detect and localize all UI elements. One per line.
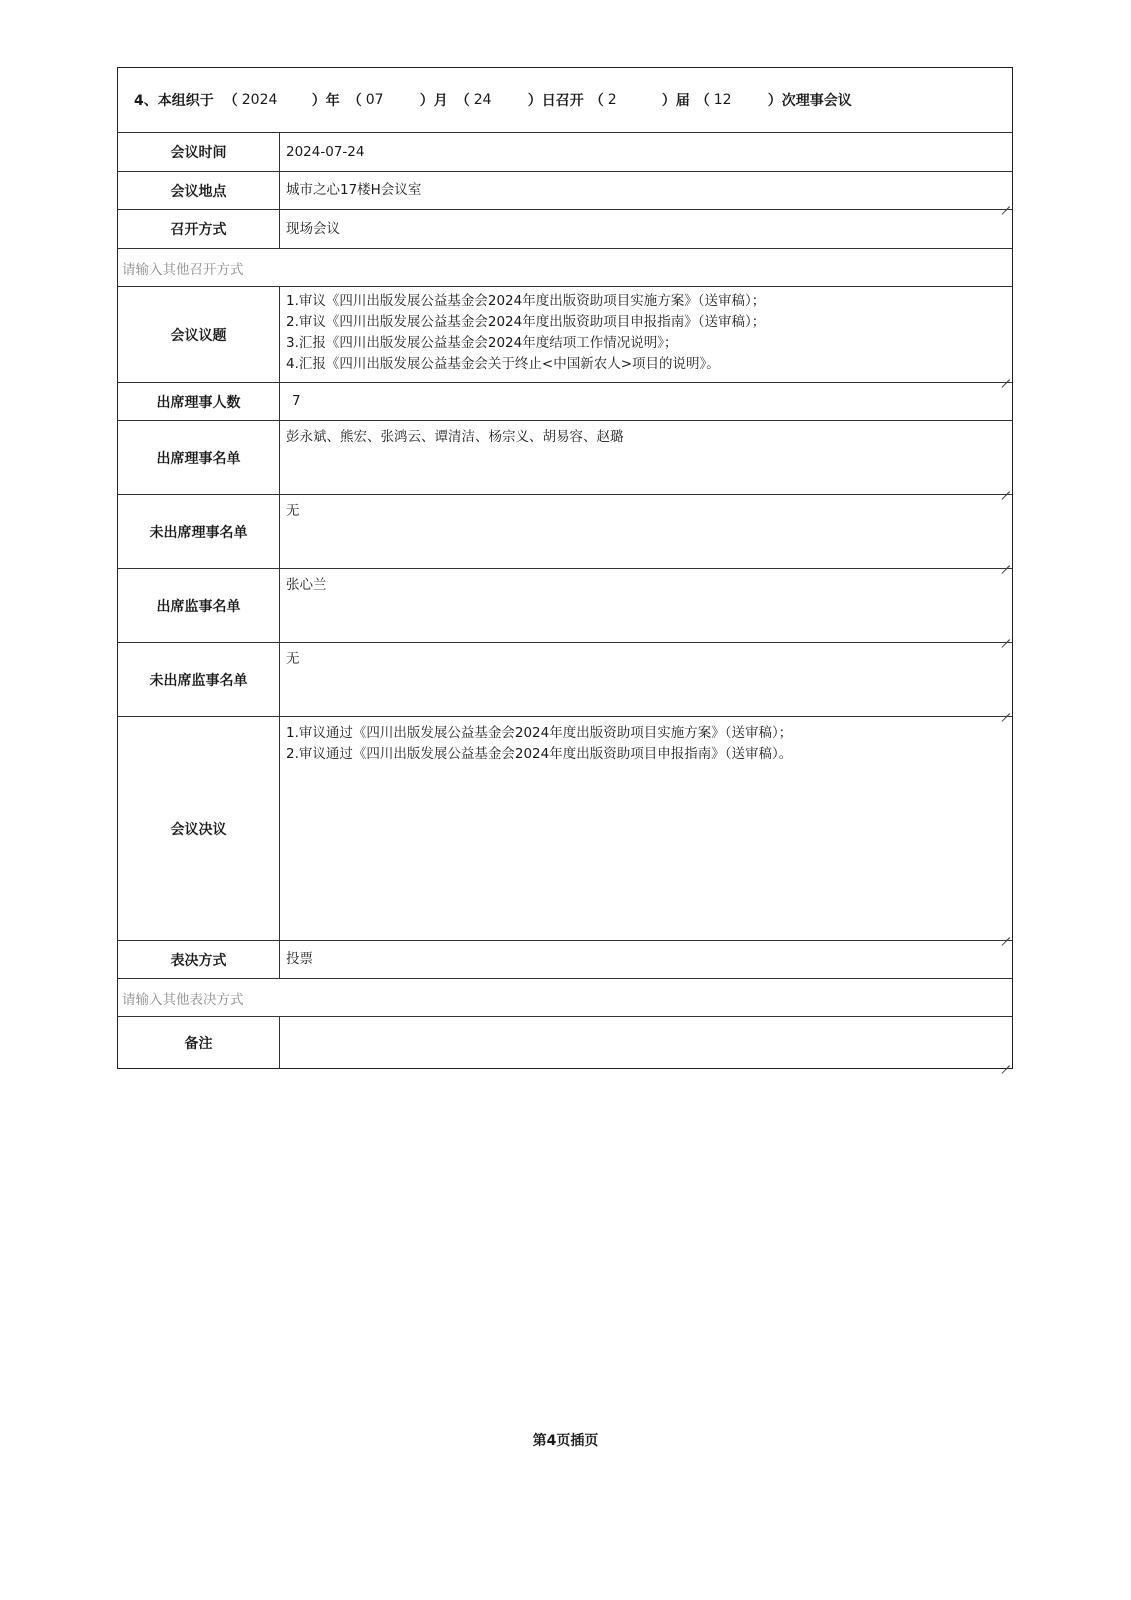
label-absent-supervisors: 未出席监事名单	[118, 643, 280, 716]
absent-supervisors-textarea[interactable]	[280, 643, 1012, 716]
resolution-textarea[interactable]	[280, 717, 1012, 940]
row-other-vote	[118, 978, 1012, 1016]
other-vote-input[interactable]: 请输入其他表决方式	[122, 991, 244, 1008]
meeting-form	[117, 67, 1013, 1069]
other-method-input[interactable]: 请输入其他召开方式	[122, 261, 244, 278]
topic-line: 1.审议《四川出版发展公益基金会2024年度出版资助项目实施方案》（送审稿）；	[286, 293, 766, 309]
value-attend-names: 彭永斌、熊宏、张鸿云、谭清洁、杨宗义、胡易容、赵璐	[286, 429, 624, 445]
value-attend-count[interactable]: 7	[292, 393, 301, 409]
header-prefix: 4、本组织于	[134, 93, 214, 109]
row-vote-method	[118, 940, 1012, 978]
row-remarks	[118, 1016, 1012, 1068]
header-times-unit: ）次理事会议	[767, 93, 852, 109]
header-session-open: （	[589, 93, 604, 109]
value-supervisor-names: 张心兰	[286, 577, 327, 593]
topic-line: 4.汇报《四川出版发展公益基金会关于终止<中国新农人>项目的说明》。	[286, 356, 720, 372]
row-meeting-method	[118, 209, 1012, 248]
label-meeting-topics: 会议议题	[118, 287, 280, 382]
row-absent-names	[118, 494, 1012, 568]
value-meeting-method[interactable]: 现场会议	[286, 220, 340, 237]
row-meeting-time	[118, 132, 1012, 171]
header-session[interactable]: 2	[607, 92, 617, 108]
row-supervisor-names	[118, 568, 1012, 642]
label-meeting-time: 会议时间	[118, 133, 280, 171]
label-resolution: 会议决议	[118, 717, 280, 940]
resize-handle-icon[interactable]	[1001, 557, 1010, 566]
header-year-unit: ）年	[311, 93, 340, 109]
supervisor-names-textarea[interactable]	[280, 569, 1012, 642]
row-attend-names	[118, 420, 1012, 494]
label-supervisor-names: 出席监事名单	[118, 569, 280, 642]
value-meeting-time[interactable]: 2024-07-24	[286, 143, 365, 160]
label-remarks: 备注	[118, 1017, 280, 1068]
topic-line: 2.审议《四川出版发展公益基金会2024年度出版资助项目申报指南》（送审稿）；	[286, 314, 766, 330]
header-year-open: （	[223, 93, 238, 109]
row-meeting-place	[118, 171, 1012, 209]
value-vote-method[interactable]: 投票	[286, 951, 313, 967]
header-session-unit: ）届	[661, 93, 690, 109]
header-day-open: （	[455, 93, 470, 109]
resize-handle-icon[interactable]	[1001, 1057, 1010, 1066]
resize-handle-icon[interactable]	[1001, 705, 1010, 714]
header-month-open: （	[347, 93, 362, 109]
label-attend-count: 出席理事人数	[118, 383, 280, 420]
meeting-header	[118, 68, 1012, 132]
meeting-topics-textarea[interactable]	[280, 287, 1012, 382]
label-absent-names: 未出席理事名单	[118, 495, 280, 568]
remarks-textarea[interactable]	[280, 1017, 1012, 1068]
header-times[interactable]: 12	[713, 92, 732, 108]
resize-handle-icon[interactable]	[1001, 631, 1010, 640]
value-absent-supervisors: 无	[286, 651, 300, 667]
meeting-place-textarea[interactable]	[280, 172, 1012, 209]
attend-names-textarea[interactable]	[280, 421, 1012, 494]
row-attend-count	[118, 382, 1012, 420]
header-year[interactable]: 2024	[241, 92, 278, 108]
label-meeting-method: 召开方式	[118, 210, 280, 248]
header-month[interactable]: 07	[365, 92, 384, 108]
row-other-method	[118, 248, 1012, 286]
row-meeting-topics	[118, 286, 1012, 382]
resize-handle-icon[interactable]	[1001, 198, 1010, 207]
header-month-unit: ）月	[419, 93, 448, 109]
value-meeting-place: 城市之心17楼H会议室	[286, 182, 422, 198]
absent-names-textarea[interactable]	[280, 495, 1012, 568]
header-times-open: （	[695, 93, 710, 109]
resize-handle-icon[interactable]	[1001, 371, 1010, 380]
topic-line: 3.汇报《四川出版发展公益基金会2024年度结项工作情况说明》；	[286, 335, 678, 351]
header-day[interactable]: 24	[473, 92, 492, 108]
label-meeting-place: 会议地点	[118, 172, 280, 209]
resize-handle-icon[interactable]	[1001, 483, 1010, 492]
row-absent-supervisors	[118, 642, 1012, 716]
value-absent-names: 无	[286, 503, 300, 519]
page-footer: 第4页插页	[532, 1433, 599, 1449]
label-attend-names: 出席理事名单	[118, 421, 280, 494]
resize-handle-icon[interactable]	[1001, 929, 1010, 938]
resolution-line: 1.审议通过《四川出版发展公益基金会2024年度出版资助项目实施方案》（送审稿）；	[286, 725, 793, 741]
label-vote-method: 表决方式	[118, 941, 280, 978]
row-resolution	[118, 716, 1012, 940]
resolution-line: 2.审议通过《四川出版发展公益基金会2024年度出版资助项目申报指南》（送审稿）。	[286, 746, 793, 762]
header-day-unit: ）日召开	[527, 93, 584, 109]
